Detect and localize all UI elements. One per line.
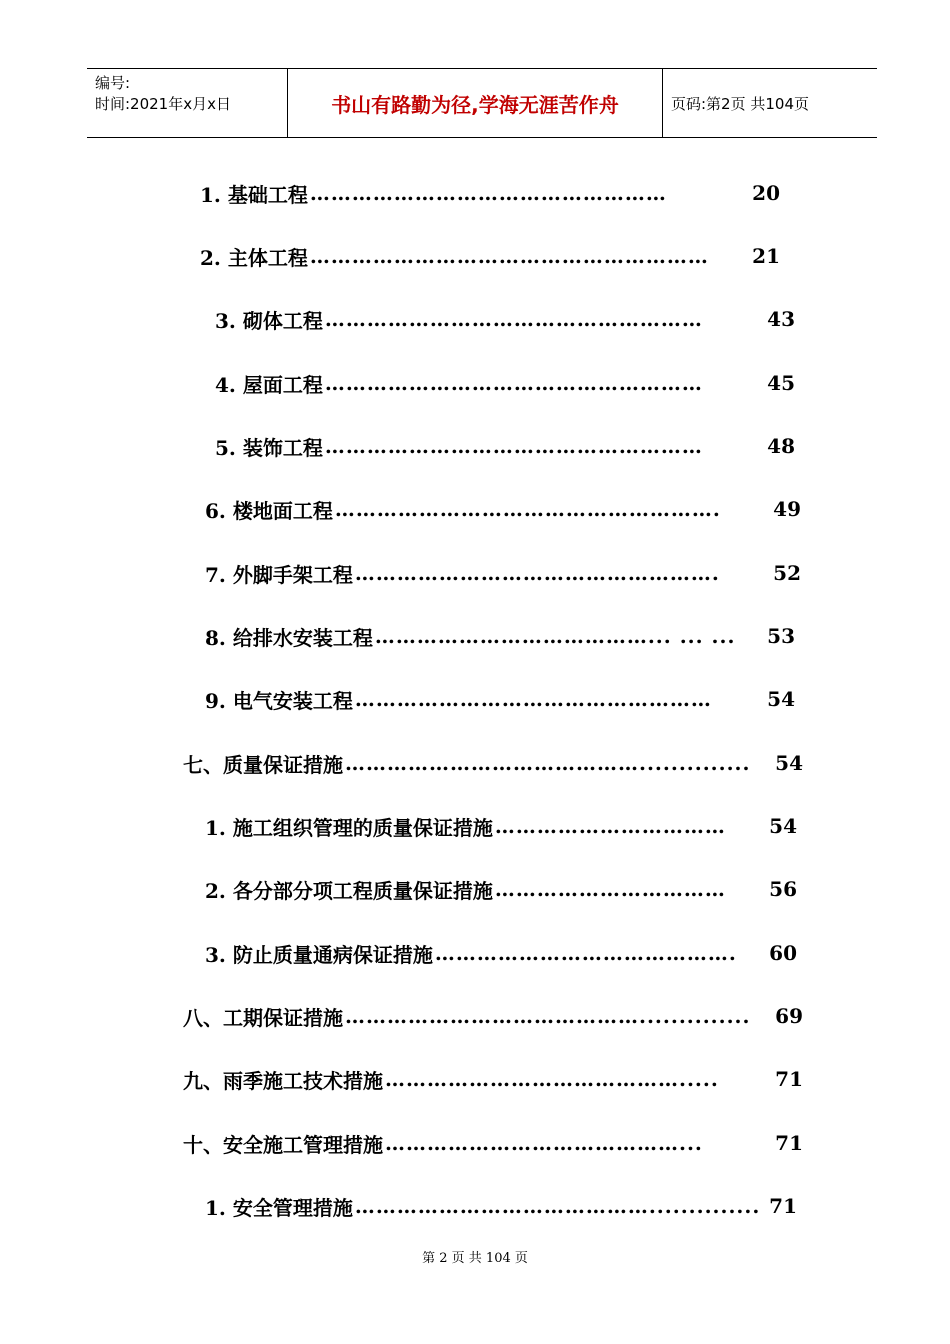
- toc-entry-title: 九、雨季施工技术措施: [183, 1068, 383, 1093]
- toc-dot-leader: …………………………………….: [434, 941, 737, 965]
- toc-entry-title: 8. 给排水安装工程: [205, 625, 373, 650]
- toc-dot-leader: ………………………………………………: [324, 371, 703, 395]
- toc-entry[interactable]: [183, 1001, 803, 1031]
- toc-entry-page: 60: [769, 941, 797, 965]
- toc-entry-page: 71: [769, 1194, 797, 1218]
- document-number-label: 编号:: [95, 74, 131, 92]
- toc-entry[interactable]: [205, 874, 797, 904]
- toc-entry-title: 2. 各分部分项工程质量保证措施: [205, 878, 493, 903]
- toc-entry-title: 9. 电气安装工程: [205, 688, 353, 713]
- toc-dot-leader: ……………………………………..............: [345, 1004, 751, 1028]
- toc-entry[interactable]: [215, 431, 795, 461]
- header-page-info: 页码:第2页 共104页: [671, 95, 809, 113]
- page-footer: 第 2 页 共 104 页: [422, 1251, 528, 1266]
- toc-entry-page: 71: [775, 1131, 803, 1155]
- toc-entry[interactable]: [183, 748, 803, 778]
- toc-entry[interactable]: [205, 494, 801, 524]
- toc-entry-title: 八、工期保证措施: [183, 1005, 343, 1030]
- toc-dot-leader: …………………………………….....: [385, 1067, 719, 1091]
- toc-dot-leader: ……………………………………………: [309, 181, 667, 205]
- toc-entry-page: 52: [773, 561, 801, 585]
- toc-entry[interactable]: [205, 558, 801, 588]
- toc-dot-leader: ……………………………………..............: [354, 1194, 761, 1218]
- document-date: 时间:2021年x月x日: [95, 95, 231, 113]
- toc-dot-leader: ………………………………………………: [324, 434, 703, 458]
- toc-entry-page: 69: [775, 1004, 803, 1028]
- toc-entry-page: 54: [767, 687, 795, 711]
- toc-entry-page: 49: [773, 497, 801, 521]
- toc-entry-page: 53: [767, 624, 795, 648]
- toc-entry[interactable]: [205, 938, 797, 968]
- toc-entry-title: 2. 主体工程: [200, 245, 308, 270]
- toc-dot-leader: ……………………………………………: [354, 687, 712, 711]
- toc-entry[interactable]: [200, 178, 780, 208]
- toc-dot-leader: ……………………………………..............: [345, 751, 751, 775]
- toc-entry[interactable]: [183, 1064, 803, 1094]
- toc-entry-title: 七、质量保证措施: [183, 752, 343, 777]
- toc-dot-leader: ………………………………………………: [324, 307, 703, 331]
- toc-dot-leader: ……………………………………………….: [334, 497, 721, 521]
- toc-dot-leader: ……………………………: [494, 814, 726, 838]
- toc-entry-page: 56: [769, 877, 797, 901]
- toc-entry-page: 21: [752, 244, 780, 268]
- toc-entry-title: 3. 砌体工程: [215, 308, 323, 333]
- toc-entry-page: 54: [769, 814, 797, 838]
- toc-entry-title: 5. 装饰工程: [215, 435, 323, 460]
- header-motto: 书山有路勤为径,学海无涯苦作舟: [287, 69, 663, 137]
- toc-entry[interactable]: [200, 241, 780, 271]
- toc-entry[interactable]: [205, 684, 795, 714]
- toc-entry-title: 7. 外脚手架工程: [205, 562, 353, 587]
- toc-entry[interactable]: [215, 304, 795, 334]
- toc-entry[interactable]: [215, 368, 795, 398]
- page-header: [87, 68, 877, 138]
- toc-entry[interactable]: [183, 1128, 803, 1158]
- toc-dot-leader: ……………………………………...: [385, 1131, 703, 1155]
- toc-entry-title: 十、安全施工管理措施: [183, 1132, 383, 1157]
- toc-entry-title: 6. 楼地面工程: [205, 498, 333, 523]
- toc-entry-title: 4. 屋面工程: [215, 372, 323, 397]
- header-meta: [95, 73, 231, 115]
- toc-dot-leader: …………………………………... ... ...: [374, 624, 736, 648]
- toc-entry-page: 20: [752, 181, 780, 205]
- toc-entry[interactable]: [205, 621, 795, 651]
- toc-entry-title: 3. 防止质量通病保证措施: [205, 942, 433, 967]
- toc-entry-page: 43: [767, 307, 795, 331]
- toc-entry-title: 1. 基础工程: [200, 182, 308, 207]
- toc-entry-title: 1. 安全管理措施: [205, 1195, 353, 1220]
- toc-entry-page: 54: [775, 751, 803, 775]
- toc-entry[interactable]: [205, 811, 797, 841]
- toc-dot-leader: …………………………………………………: [309, 244, 709, 268]
- toc-entry-page: 45: [767, 371, 795, 395]
- toc-entry-page: 71: [775, 1067, 803, 1091]
- toc-entry[interactable]: [205, 1191, 797, 1221]
- toc-entry-page: 48: [767, 434, 795, 458]
- toc-dot-leader: …………………………………………….: [354, 561, 720, 585]
- toc-entry-title: 1. 施工组织管理的质量保证措施: [205, 815, 493, 840]
- toc-dot-leader: ……………………………: [494, 877, 726, 901]
